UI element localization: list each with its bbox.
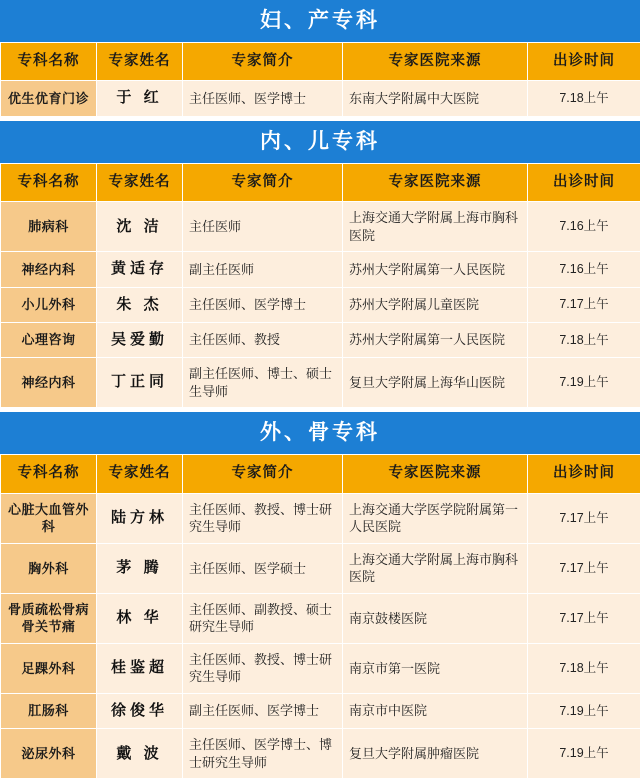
cell-expert: 徐俊华 bbox=[97, 694, 183, 729]
table-row bbox=[1, 643, 640, 693]
cell-intro: 主任医师、医学博士 bbox=[183, 287, 343, 322]
cell-specialty: 小儿外科 bbox=[1, 287, 97, 322]
cell-intro: 副主任医师、医学博士 bbox=[183, 694, 343, 729]
cell-time: 7.18上午 bbox=[528, 322, 640, 357]
section-title-internal-pediatrics: 内、儿专科 bbox=[0, 121, 640, 163]
cell-expert: 戴 波 bbox=[97, 729, 183, 779]
table-header-row bbox=[1, 163, 640, 201]
cell-expert: 吴爱勤 bbox=[97, 322, 183, 357]
section-title-surgery-ortho: 外、骨专科 bbox=[0, 412, 640, 454]
column-header-specialty: 专科名称 bbox=[1, 455, 97, 493]
table-row bbox=[1, 202, 640, 252]
cell-time: 7.16上午 bbox=[528, 202, 640, 252]
cell-hospital: 苏州大学附属第一人民医院 bbox=[343, 322, 528, 357]
cell-hospital: 东南大学附属中大医院 bbox=[343, 81, 528, 116]
cell-time: 7.18上午 bbox=[528, 643, 640, 693]
cell-expert: 茅 腾 bbox=[97, 543, 183, 593]
cell-hospital: 上海交通大学附属上海市胸科医院 bbox=[343, 202, 528, 252]
cell-hospital: 苏州大学附属第一人民医院 bbox=[343, 252, 528, 287]
cell-intro: 主任医师、教授、博士研究生导师 bbox=[183, 493, 343, 543]
cell-intro: 主任医师、医学博士、博士研究生导师 bbox=[183, 729, 343, 779]
column-header-specialty: 专科名称 bbox=[1, 43, 97, 81]
cell-specialty: 优生优育门诊 bbox=[1, 81, 97, 116]
schedule-table-surgery-ortho bbox=[0, 454, 640, 779]
cell-intro: 主任医师、教授、博士研究生导师 bbox=[183, 643, 343, 693]
cell-expert: 林 华 bbox=[97, 593, 183, 643]
table-row bbox=[1, 81, 640, 116]
cell-specialty: 足踝外科 bbox=[1, 643, 97, 693]
cell-time: 7.19上午 bbox=[528, 694, 640, 729]
cell-time: 7.17上午 bbox=[528, 593, 640, 643]
column-header-hospital: 专家医院来源 bbox=[343, 163, 528, 201]
schedule-table-internal-pediatrics bbox=[0, 163, 640, 408]
column-header-intro: 专家简介 bbox=[183, 43, 343, 81]
cell-time: 7.19上午 bbox=[528, 729, 640, 779]
column-header-time: 出诊时间 bbox=[528, 43, 640, 81]
cell-specialty: 神经内科 bbox=[1, 252, 97, 287]
table-row bbox=[1, 729, 640, 779]
column-header-intro: 专家简介 bbox=[183, 163, 343, 201]
cell-specialty: 骨质疏松骨病骨关节痛 bbox=[1, 593, 97, 643]
cell-hospital: 复旦大学附属肿瘤医院 bbox=[343, 729, 528, 779]
cell-hospital: 上海交通大学医学院附属第一人民医院 bbox=[343, 493, 528, 543]
cell-hospital: 南京市中医院 bbox=[343, 694, 528, 729]
column-header-specialty: 专科名称 bbox=[1, 163, 97, 201]
cell-specialty: 胸外科 bbox=[1, 543, 97, 593]
table-row bbox=[1, 593, 640, 643]
cell-expert: 陆方林 bbox=[97, 493, 183, 543]
cell-hospital: 南京市第一医院 bbox=[343, 643, 528, 693]
cell-hospital: 苏州大学附属儿童医院 bbox=[343, 287, 528, 322]
cell-expert: 朱 杰 bbox=[97, 287, 183, 322]
cell-time: 7.17上午 bbox=[528, 543, 640, 593]
cell-time: 7.17上午 bbox=[528, 493, 640, 543]
cell-intro: 主任医师、副教授、硕士研究生导师 bbox=[183, 593, 343, 643]
column-header-time: 出诊时间 bbox=[528, 163, 640, 201]
column-header-hospital: 专家医院来源 bbox=[343, 43, 528, 81]
cell-intro: 主任医师、医学硕士 bbox=[183, 543, 343, 593]
cell-specialty: 肛肠科 bbox=[1, 694, 97, 729]
table-row bbox=[1, 252, 640, 287]
cell-specialty: 神经内科 bbox=[1, 358, 97, 408]
cell-intro: 副主任医师、博士、硕士生导师 bbox=[183, 358, 343, 408]
cell-time: 7.18上午 bbox=[528, 81, 640, 116]
column-header-hospital: 专家医院来源 bbox=[343, 455, 528, 493]
column-header-intro: 专家简介 bbox=[183, 455, 343, 493]
schedule-table-obstetrics bbox=[0, 42, 640, 117]
cell-hospital: 上海交通大学附属上海市胸科医院 bbox=[343, 543, 528, 593]
cell-expert: 黄适存 bbox=[97, 252, 183, 287]
column-header-time: 出诊时间 bbox=[528, 455, 640, 493]
section-title-obstetrics: 妇、产专科 bbox=[0, 0, 640, 42]
cell-time: 7.16上午 bbox=[528, 252, 640, 287]
cell-time: 7.19上午 bbox=[528, 358, 640, 408]
cell-intro: 主任医师、教授 bbox=[183, 322, 343, 357]
cell-specialty: 心理咨询 bbox=[1, 322, 97, 357]
table-row bbox=[1, 543, 640, 593]
cell-intro: 副主任医师 bbox=[183, 252, 343, 287]
cell-intro: 主任医师 bbox=[183, 202, 343, 252]
table-row bbox=[1, 694, 640, 729]
table-row bbox=[1, 493, 640, 543]
cell-specialty: 肺病科 bbox=[1, 202, 97, 252]
column-header-expert: 专家姓名 bbox=[97, 163, 183, 201]
cell-intro: 主任医师、医学博士 bbox=[183, 81, 343, 116]
table-row bbox=[1, 322, 640, 357]
cell-expert: 沈 洁 bbox=[97, 202, 183, 252]
cell-expert: 丁正同 bbox=[97, 358, 183, 408]
cell-time: 7.17上午 bbox=[528, 287, 640, 322]
cell-hospital: 复旦大学附属上海华山医院 bbox=[343, 358, 528, 408]
column-header-expert: 专家姓名 bbox=[97, 43, 183, 81]
cell-hospital: 南京鼓楼医院 bbox=[343, 593, 528, 643]
table-header-row bbox=[1, 455, 640, 493]
table-row bbox=[1, 358, 640, 408]
cell-expert: 桂鉴超 bbox=[97, 643, 183, 693]
column-header-expert: 专家姓名 bbox=[97, 455, 183, 493]
table-header-row bbox=[1, 43, 640, 81]
cell-specialty: 泌尿外科 bbox=[1, 729, 97, 779]
cell-expert: 于 红 bbox=[97, 81, 183, 116]
cell-specialty: 心脏大血管外科 bbox=[1, 493, 97, 543]
table-row bbox=[1, 287, 640, 322]
